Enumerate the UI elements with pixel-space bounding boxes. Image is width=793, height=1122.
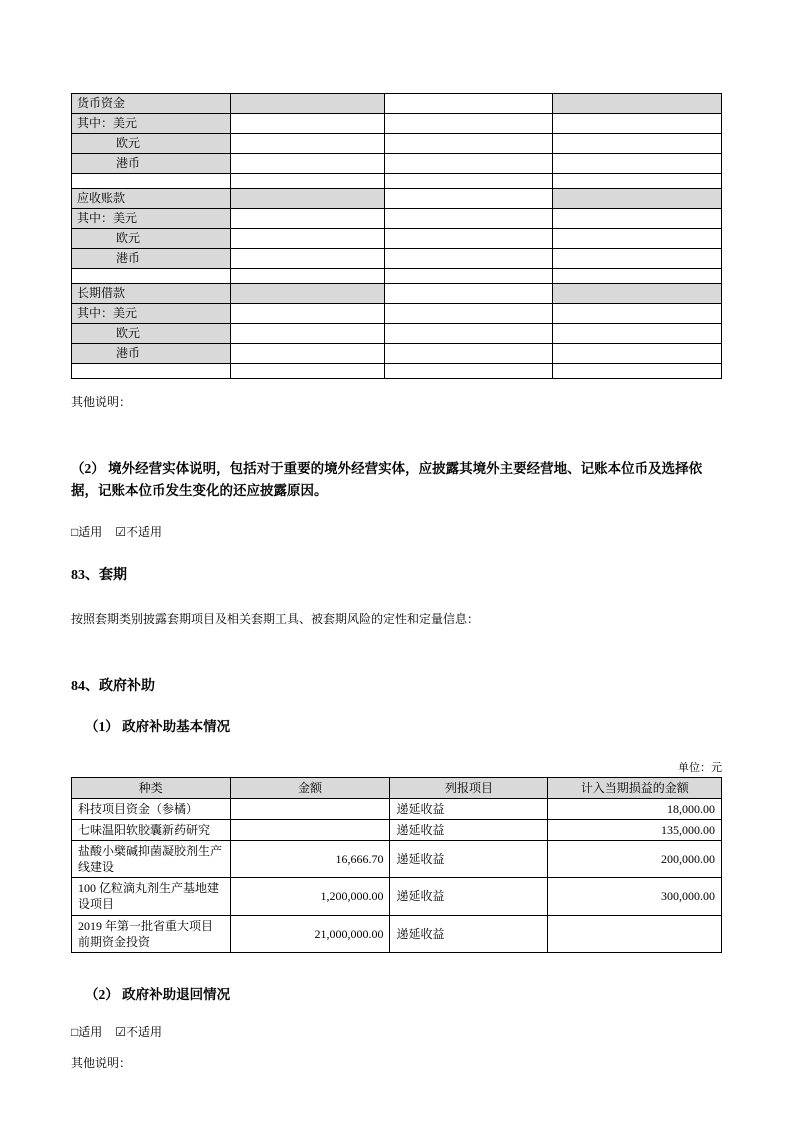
row-label: 其中：美元 bbox=[72, 114, 231, 134]
section-84-2-heading: （2） 政府补助退回情况 bbox=[85, 987, 231, 1003]
row-label: 港币 bbox=[72, 249, 231, 269]
overseas-entity-paragraph: （2） 境外经营实体说明，包括对于重要的境外经营实体，应披露其境外主要经营地、记账本位币及选择依据，记账本位币发生变化的还应披露原因。 bbox=[71, 461, 703, 499]
cell bbox=[385, 154, 553, 174]
cell bbox=[230, 304, 385, 324]
cell bbox=[552, 94, 721, 114]
row-label: 欧元 bbox=[72, 229, 231, 249]
cell bbox=[230, 189, 385, 209]
cell bbox=[230, 134, 385, 154]
cell bbox=[385, 189, 553, 209]
cell bbox=[552, 189, 721, 209]
cell bbox=[72, 269, 231, 284]
applicability-row bbox=[71, 523, 722, 540]
not-applicable-option[interactable] bbox=[115, 1025, 162, 1039]
cell bbox=[385, 94, 553, 114]
cell bbox=[385, 269, 553, 284]
table-row bbox=[72, 878, 722, 915]
cell bbox=[72, 174, 231, 189]
table-row bbox=[72, 284, 722, 304]
cell bbox=[385, 174, 553, 189]
cell bbox=[385, 134, 553, 154]
cell bbox=[552, 209, 721, 229]
cell-item: 递延收益 bbox=[390, 798, 548, 819]
other-notes-label: 其他说明： bbox=[71, 395, 132, 409]
cell bbox=[385, 114, 553, 134]
cell bbox=[552, 304, 721, 324]
column-header-item: 列报项目 bbox=[390, 777, 548, 798]
row-label: 其中：美元 bbox=[72, 304, 231, 324]
cell-pl-amount: 200,000.00 bbox=[548, 840, 722, 877]
applicable-option[interactable] bbox=[71, 525, 102, 539]
applicability-row bbox=[71, 1023, 722, 1040]
cell bbox=[552, 134, 721, 154]
cell bbox=[552, 284, 721, 304]
cell bbox=[230, 364, 385, 379]
table-row bbox=[72, 324, 722, 344]
table-row bbox=[72, 189, 722, 209]
table-row bbox=[72, 134, 722, 154]
cell-type: 科技项目资金（参橘） bbox=[72, 798, 231, 819]
cell-pl-amount: 300,000.00 bbox=[548, 878, 722, 915]
not-applicable-option[interactable] bbox=[115, 525, 162, 539]
cell-type: 盐酸小檗碱抑菌凝胶剂生产线建设 bbox=[72, 840, 231, 877]
table-row bbox=[72, 304, 722, 324]
row-label: 港币 bbox=[72, 344, 231, 364]
unit-label: 单位：元 bbox=[678, 761, 722, 774]
cell bbox=[552, 154, 721, 174]
cell-type: 2019 年第一批省重大项目前期资金投资 bbox=[72, 915, 231, 952]
cell bbox=[385, 364, 553, 379]
cell bbox=[552, 344, 721, 364]
table-row bbox=[72, 94, 722, 114]
cell bbox=[230, 344, 385, 364]
cell-item: 递延收益 bbox=[390, 840, 548, 877]
checkbox-unchecked-icon: □ bbox=[71, 1025, 79, 1040]
cell bbox=[385, 324, 553, 344]
checkbox-unchecked-icon: □ bbox=[71, 524, 79, 539]
cell-type: 100 亿粒滴丸剂生产基地建设项目 bbox=[72, 878, 231, 915]
cell bbox=[230, 94, 385, 114]
cell bbox=[552, 364, 721, 379]
cell-amount bbox=[230, 798, 390, 819]
table-row bbox=[72, 915, 722, 952]
cell bbox=[552, 174, 721, 189]
row-label: 港币 bbox=[72, 154, 231, 174]
cell bbox=[230, 249, 385, 269]
column-header-amount: 金额 bbox=[230, 777, 390, 798]
checkbox-checked-icon: ☑ bbox=[115, 1025, 127, 1040]
other-notes-label: 其他说明： bbox=[71, 1056, 132, 1071]
applicable-option[interactable] bbox=[71, 1025, 102, 1039]
cell-type: 七味温阳软胶囊新药研究 bbox=[72, 819, 231, 840]
cell bbox=[230, 209, 385, 229]
table-header-row bbox=[72, 777, 722, 798]
cell bbox=[552, 324, 721, 344]
spacer-row bbox=[72, 174, 722, 189]
row-label: 长期借款 bbox=[72, 284, 231, 304]
table-row bbox=[72, 209, 722, 229]
cell bbox=[385, 284, 553, 304]
row-label: 欧元 bbox=[72, 324, 231, 344]
cell bbox=[230, 284, 385, 304]
section-83-heading: 83、套期 bbox=[71, 567, 127, 583]
foreign-currency-table bbox=[71, 93, 722, 379]
cell-amount: 21,000,000.00 bbox=[230, 915, 390, 952]
checkbox-checked-icon: ☑ bbox=[115, 524, 127, 539]
cell bbox=[552, 249, 721, 269]
cell-item: 递延收益 bbox=[390, 819, 548, 840]
cell bbox=[385, 209, 553, 229]
row-label: 欧元 bbox=[72, 134, 231, 154]
cell bbox=[230, 174, 385, 189]
cell bbox=[230, 229, 385, 249]
cell-amount: 1,200,000.00 bbox=[230, 878, 390, 915]
cell-item: 递延收益 bbox=[390, 878, 548, 915]
table-row bbox=[72, 344, 722, 364]
spacer-row bbox=[72, 364, 722, 379]
not-applicable-label: 不适用 bbox=[126, 524, 163, 539]
not-applicable-label: 不适用 bbox=[126, 1025, 163, 1040]
cell-pl-amount: 135,000.00 bbox=[548, 819, 722, 840]
cell bbox=[230, 269, 385, 284]
cell bbox=[230, 324, 385, 344]
cell bbox=[552, 269, 721, 284]
table-row bbox=[72, 819, 722, 840]
cell bbox=[230, 154, 385, 174]
table-row bbox=[72, 229, 722, 249]
spacer-row bbox=[72, 269, 722, 284]
cell bbox=[385, 344, 553, 364]
column-header-pl-amount: 计入当期损益的金额 bbox=[548, 777, 722, 798]
cell bbox=[385, 249, 553, 269]
cell bbox=[385, 229, 553, 249]
cell-pl-amount bbox=[548, 915, 722, 952]
cell bbox=[230, 114, 385, 134]
government-grant-table bbox=[71, 777, 722, 954]
table-row bbox=[72, 114, 722, 134]
cell bbox=[552, 114, 721, 134]
table-row bbox=[72, 249, 722, 269]
table-row bbox=[72, 840, 722, 877]
row-label: 应收账款 bbox=[72, 189, 231, 209]
cell-item: 递延收益 bbox=[390, 915, 548, 952]
cell-pl-amount: 18,000.00 bbox=[548, 798, 722, 819]
table-row bbox=[72, 798, 722, 819]
cell bbox=[552, 229, 721, 249]
applicable-label: 适用 bbox=[78, 1025, 103, 1040]
cell-amount: 16,666.70 bbox=[230, 840, 390, 877]
row-label: 货币资金 bbox=[72, 94, 231, 114]
column-header-type: 种类 bbox=[72, 777, 231, 798]
cell bbox=[385, 304, 553, 324]
applicable-label: 适用 bbox=[78, 524, 103, 539]
cell-amount bbox=[230, 819, 390, 840]
section-84-heading: 84、政府补助 bbox=[71, 678, 155, 694]
section-84-1-heading: （1） 政府补助基本情况 bbox=[85, 718, 231, 734]
cell bbox=[72, 364, 231, 379]
row-label: 其中：美元 bbox=[72, 209, 231, 229]
table-row bbox=[72, 154, 722, 174]
hedge-description: 按照套期类别披露套期项目及相关套期工具、被套期风险的定性和定量信息： bbox=[71, 611, 480, 626]
